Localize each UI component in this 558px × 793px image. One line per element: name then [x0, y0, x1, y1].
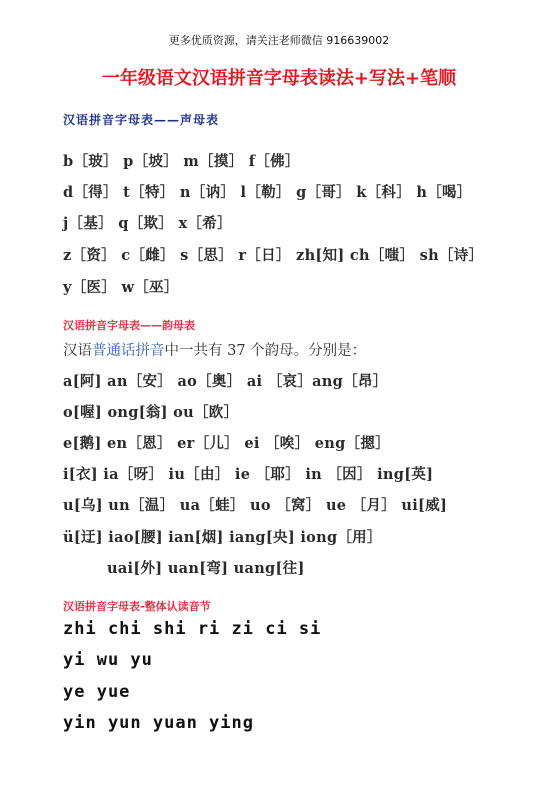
header-note: 更多优质资源，请关注老师微信 916639002	[168, 34, 390, 47]
intro-text-before: 汉语	[63, 343, 92, 359]
finals-heading: 汉语拼音字母表——韵母表	[63, 319, 195, 332]
initials-row: y［医］ w［巫］	[63, 279, 179, 296]
intro-text-after: 中一共有 37 个韵母。分别是：	[164, 343, 367, 359]
whole-syllables-row: yin yun yuan ying	[63, 713, 254, 733]
finals-row: i[衣] ia［呀］ iu［由］ ie ［耶］ in ［因］ ing[英]	[63, 466, 434, 483]
initials-row: j［基］ q［欺］ x［希］	[63, 215, 232, 232]
initials-row: b［玻］ p［坡］ m［摸］ f［佛］	[63, 153, 300, 170]
finals-row: e[鹅] en［恩］ er［儿］ ei ［唉］ eng［摁］	[63, 435, 390, 452]
finals-row: uai[外] uan[弯] uang[往]	[107, 560, 305, 577]
whole-syllables-row: zhi chi shi ri zi ci si	[63, 619, 322, 639]
intro-highlight: 普通话拼音	[92, 343, 165, 359]
whole-syllables-row: yi wu yu	[63, 650, 153, 670]
initials-heading: 汉语拼音字母表——声母表	[63, 113, 220, 127]
initials-row: z［资］ c［雌］ s［思］ r［日］ zh[知] ch［嗤］ sh［诗］	[63, 247, 484, 264]
whole-syllables-heading: 汉语拼音字母表-整体认读音节	[63, 600, 211, 613]
page-title: 一年级语文汉语拼音字母表读法+写法+笔顺	[101, 68, 457, 89]
finals-intro	[63, 339, 366, 360]
finals-row: o[喔] ong[翁] ou［欧］	[63, 404, 239, 421]
finals-row: u[乌] un［温］ ua［蛙］ uo ［窝］ ue ［月］ ui[威]	[63, 497, 448, 514]
finals-row: a[阿] an［安］ ao［奥］ ai ［哀］ang［昂］	[63, 373, 388, 390]
initials-row: d［得］ t［特］ n［讷］ l［勒］ g［哥］ k［科］ h［喝］	[63, 184, 472, 201]
whole-syllables-row: ye yue	[63, 682, 131, 702]
finals-row: ü[迂] iao[腰] ian[烟] iang[央] iong［用］	[63, 529, 382, 546]
